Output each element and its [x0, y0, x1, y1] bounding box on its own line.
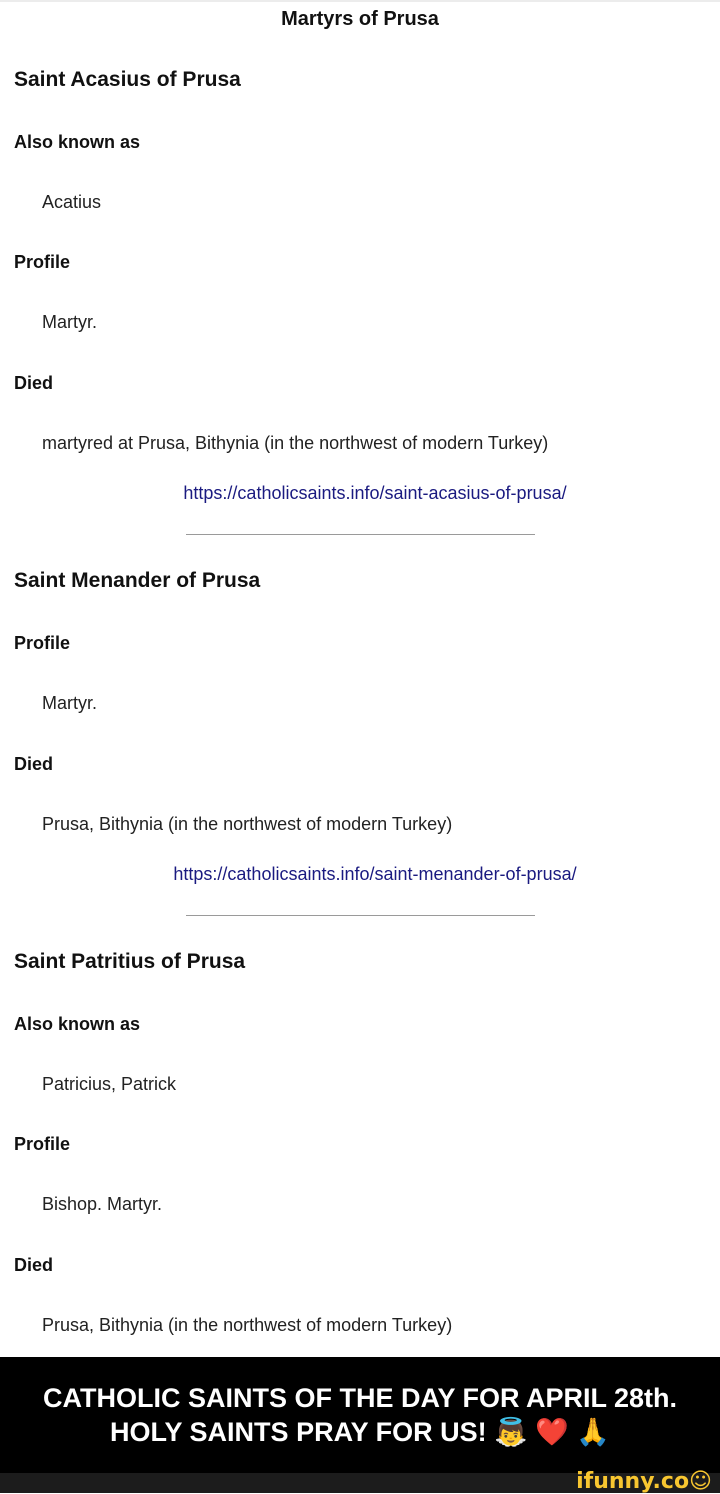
- died-label: Died: [14, 1255, 54, 1275]
- section-divider: [186, 915, 535, 916]
- died-value: martyred at Prusa, Bithynia (in the northwest of modern Turkey): [42, 433, 549, 453]
- saint-name-acasius: Saint Acasius of Prusa: [14, 68, 241, 91]
- ifunny-watermark-logo: ifunny.co☺: [576, 1469, 712, 1494]
- also-known-as-label: Also known as: [14, 1014, 141, 1034]
- page-title: Martyrs of Prusa: [281, 8, 439, 30]
- saint-name-patritius: Saint Patritius of Prusa: [14, 950, 246, 973]
- profile-value: Martyr.: [42, 312, 98, 332]
- died-label: Died: [14, 754, 54, 774]
- top-border: [0, 0, 720, 2]
- footer-bar: [0, 1469, 720, 1494]
- died-value: Prusa, Bithynia (in the northwest of modern Turkey): [42, 1315, 453, 1335]
- saint-link-acasius[interactable]: https://catholicsaints.info/saint-acasius-of-prusa/: [183, 483, 567, 503]
- also-known-as-label: Also known as: [14, 132, 141, 152]
- saint-name-menander: Saint Menander of Prusa: [14, 569, 261, 592]
- profile-value: Martyr.: [42, 693, 98, 713]
- also-known-as-value: Patricius, Patrick: [42, 1074, 177, 1094]
- banner-line-1: CATHOLIC SAINTS OF THE DAY FOR APRIL 28th.: [42, 1383, 678, 1413]
- also-known-as-value: Acatius: [42, 192, 102, 212]
- section-divider: [186, 534, 535, 535]
- profile-value: Bishop. Martyr.: [42, 1194, 163, 1214]
- profile-label: Profile: [14, 633, 71, 653]
- caption-banner: [0, 1357, 720, 1473]
- died-value: Prusa, Bithynia (in the northwest of modern Turkey): [42, 814, 453, 834]
- saint-link-menander[interactable]: https://catholicsaints.info/saint-menander-of-prusa/: [173, 864, 577, 884]
- died-label: Died: [14, 373, 54, 393]
- profile-label: Profile: [14, 252, 71, 272]
- banner-line-2: HOLY SAINTS PRAY FOR US! 👼 ❤️ 🙏: [110, 1417, 610, 1447]
- profile-label: Profile: [14, 1134, 71, 1154]
